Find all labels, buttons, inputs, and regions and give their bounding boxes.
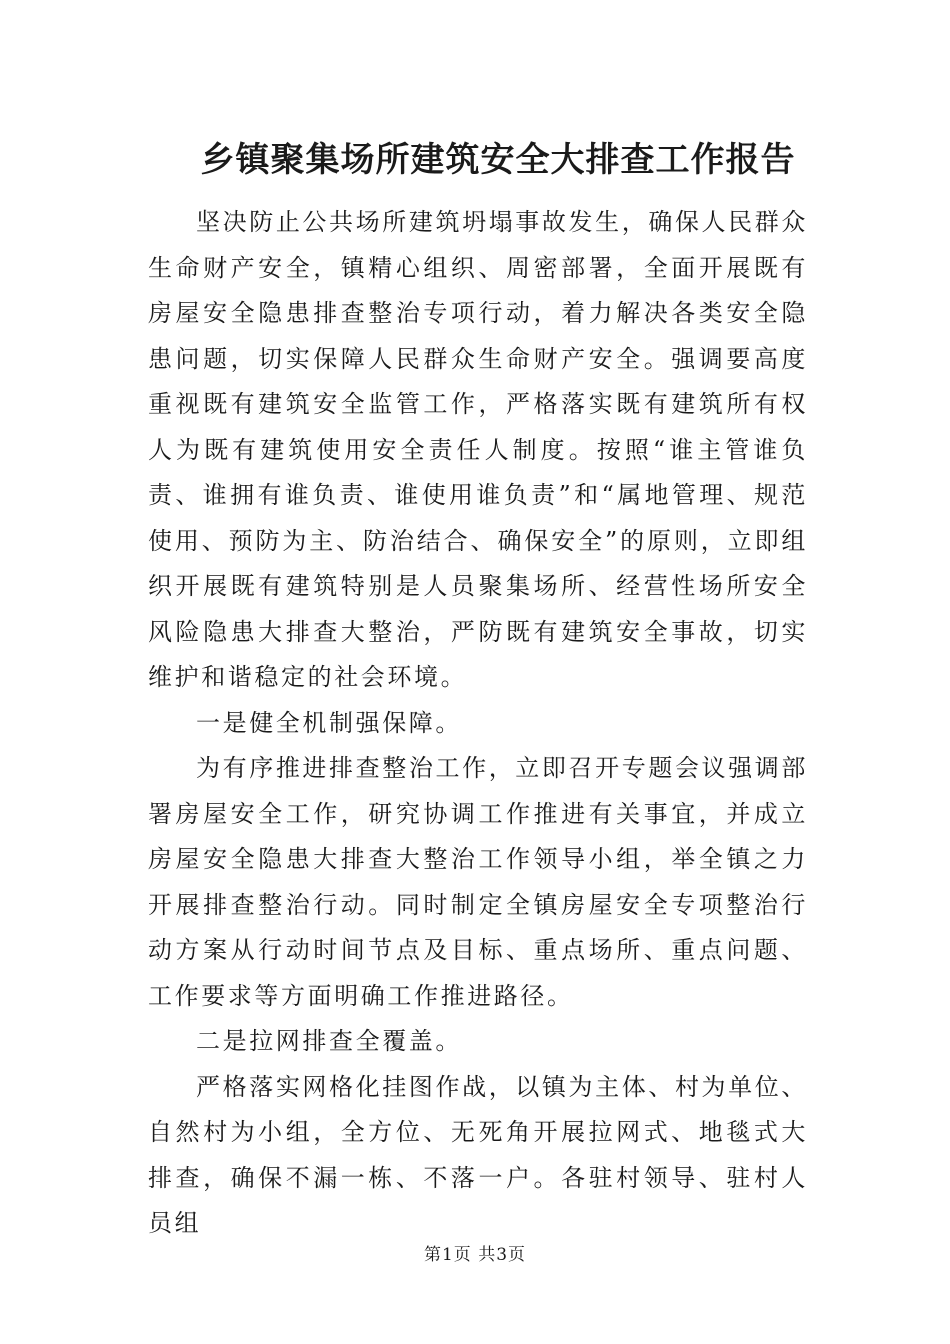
paragraph-section-1: 为有序推进排查整治工作，立即召开专题会议强调部署房屋安全工作，研究协调工作推进有关事宜，并成立房屋安全隐患大排查大整治工作领导小组，举全镇之力开展排查整治行动。同时制定全镇房屋安全专项整治行动方案从行动时间节点及目标、重点场所、重点问题、工作要求等方面明确工作推进路径。: [148, 754, 808, 1010]
section-heading-2: 二是拉网排查全覆盖。: [196, 1027, 462, 1055]
paragraph-intro: 坚决防止公共场所建筑坍塌事故发生，确保人民群众生命财产安全，镇精心组织、周密部署，全面开展既有房屋安全隐患排查整治专项行动，着力解决各类安全隐患问题，切实保障人民群众生命财产安全。强调要高度重视既有建筑安全监管工作，严格落实既有建筑所有权人为既有建筑使用安全责任人制度。按照“谁主管谁负责、谁拥有谁负责、谁使用谁负责”和“属地管理、规范使用、预防为主、防治结合、确保安全”的原则，立即组织开展既有建筑特别是人员聚集场所、经营性场所安全风险隐患大排查大整治，严防既有建筑安全事故，切实维护和谐稳定的社会环境。: [148, 208, 808, 691]
paragraph-section-2: 严格落实网格化挂图作战，以镇为主体、村为单位、自然村为小组，全方位、无死角开展拉网式、地毯式大排查，确保不漏一栋、不落一户。各驻村领导、驻村人员组: [148, 1072, 808, 1237]
page-number-footer: 第1页 共3页: [423, 1245, 527, 1265]
section-heading-1: 一是健全机制强保障。: [196, 708, 462, 737]
document-body: [148, 200, 808, 1247]
document-title: 乡镇聚集场所建筑安全大排查工作报告: [200, 140, 796, 180]
